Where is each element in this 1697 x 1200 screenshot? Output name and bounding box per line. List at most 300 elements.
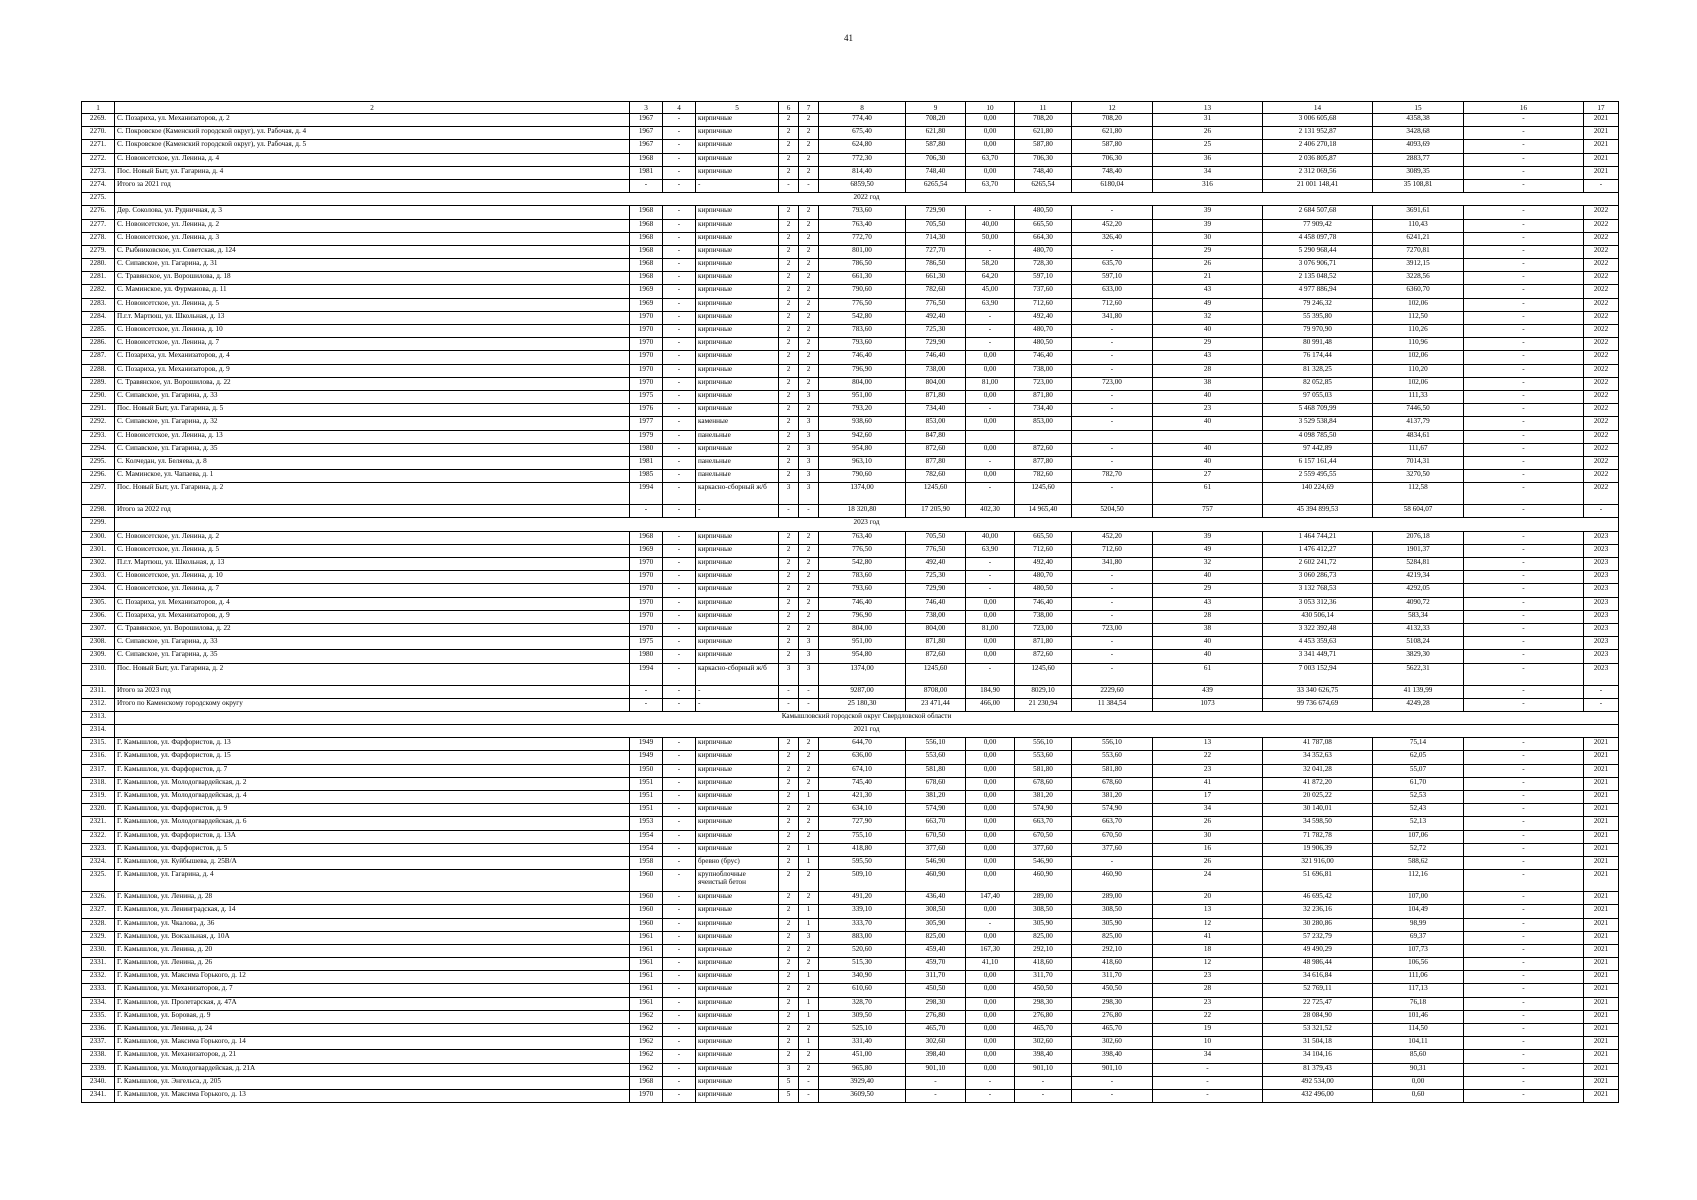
table-cell: 53 321,52 [1263,1024,1373,1037]
table-row [82,443,1619,456]
table-cell: 1979 [630,430,663,443]
address-cell: Г. Камышлов, ул. Ленина, д. 28 [115,892,630,905]
table-cell: кирпичные [696,751,779,764]
table-cell: 2 [779,764,799,777]
table-cell: 80 991,48 [1263,338,1373,351]
table-cell: 450,50 [1072,984,1153,997]
table-cell: 2023 [1584,610,1619,623]
table-cell: 2 [799,597,819,610]
table-cell: 2 [779,245,799,258]
table-cell: 81 328,25 [1263,364,1373,377]
table-cell: 2021 [1584,166,1619,179]
table-cell: 98,99 [1373,918,1464,931]
table-cell: кирпичные [696,571,779,584]
table-cell: 2 [779,637,799,650]
table-cell: 0,00 [966,984,1015,997]
table-cell: 2022 [1584,325,1619,338]
table-cell: - [1464,531,1584,544]
table-cell: - [663,298,696,311]
table-cell: 1962 [630,1024,663,1037]
table-cell: - [630,505,663,518]
table-cell: 2 [799,404,819,417]
table-cell: 1967 [630,140,663,153]
table-cell: 107,73 [1373,944,1464,957]
table-cell: 705,50 [906,219,966,232]
table-cell: 5622,31 [1373,663,1464,685]
address-cell: С. Новоисетское, ул. Ленина, д. 10 [115,325,630,338]
table-cell: - [1072,206,1153,219]
table-cell: 2 [779,232,799,245]
table-cell: 276,80 [1015,1010,1072,1023]
row-number: 2281. [82,272,115,285]
table-cell: 748,40 [1072,166,1153,179]
table-row [82,918,1619,931]
table-cell: - [663,1037,696,1050]
table-row [82,364,1619,377]
table-cell: 3 [799,931,819,944]
table-cell: - [1464,856,1584,869]
address-cell: Г. Камышлов, ул. Энгельса, д. 205 [115,1076,630,1089]
table-cell: 5 [779,1089,799,1102]
table-cell: - [966,338,1015,351]
table-cell: 2021 [1584,984,1619,997]
table-cell: 48 986,44 [1263,958,1373,971]
table-cell: 326,40 [1072,232,1153,245]
address-cell: С. Покровское (Каменский городской округ), ул. Рабочая, д. 5 [115,140,630,153]
table-cell: 0,00 [966,830,1015,843]
table-cell: - [1464,623,1584,636]
address-cell: Г. Камышлов, ул. Фарфористов, д. 9 [115,804,630,817]
row-number: 2277. [82,219,115,232]
table-cell: 755,10 [819,830,906,843]
table-cell: кирпичные [696,1063,779,1076]
table-cell: 3 [799,650,819,663]
table-cell: 3 322 392,48 [1263,623,1373,636]
header-cell: 10 [966,102,1015,114]
table-cell: кирпичные [696,140,779,153]
table-cell: каменные [696,417,779,430]
table-cell: 32 041,28 [1263,764,1373,777]
table-cell: 0,00 [966,1050,1015,1063]
table-cell: - [663,685,696,698]
table-row [82,311,1619,324]
table-cell: 2021 [1584,791,1619,804]
table-cell: 2 [799,804,819,817]
row-number: 2305. [82,597,115,610]
table-cell: 10 [1153,1037,1263,1050]
table-cell: 3 006 605,68 [1263,114,1373,127]
table-cell: 1951 [630,804,663,817]
table-cell: 492,40 [1015,558,1072,571]
row-number: 2339. [82,1063,115,1076]
table-cell: 2 [799,610,819,623]
table-cell: 0,00 [966,637,1015,650]
table-cell: - [696,179,779,192]
table-cell: 49 [1153,544,1263,557]
table-cell: 5 [779,1076,799,1089]
table-cell: 1073 [1153,698,1263,711]
table-cell: 117,13 [1373,984,1464,997]
row-number: 2279. [82,245,115,258]
table-cell: 34 104,16 [1263,1050,1373,1063]
table-cell: 71 782,78 [1263,830,1373,843]
row-number: 2336. [82,1024,115,1037]
table-cell: 79 246,32 [1263,298,1373,311]
table-cell: 621,80 [1072,127,1153,140]
row-number: 2312. [82,698,115,711]
table-cell: 786,50 [906,259,966,272]
table-cell: 1975 [630,637,663,650]
row-number: 2304. [82,584,115,597]
table-cell: 27 [1153,470,1263,483]
table-cell: - [1464,610,1584,623]
table-body [82,114,1619,1103]
address-cell: Г. Камышлов, ул. Куйбышева, д. 25В/А [115,856,630,869]
table-cell: 729,90 [906,584,966,597]
table-cell: 901,10 [906,1063,966,1076]
table-cell: 2 [799,285,819,298]
table-cell: 18 320,80 [819,505,906,518]
table-cell: 2 [779,856,799,869]
table-cell: каркасно-сборный ж/б [696,483,779,505]
table-cell: 665,50 [1015,531,1072,544]
table-cell: 708,20 [906,114,966,127]
table-cell: кирпичные [696,584,779,597]
table-row [82,259,1619,272]
table-cell: 706,30 [1072,153,1153,166]
table-cell: - [663,905,696,918]
table-cell: 298,30 [1015,997,1072,1010]
table-cell: - [1464,650,1584,663]
table-cell: кирпичные [696,351,779,364]
table-cell: 725,30 [906,571,966,584]
table-cell: 737,60 [1015,285,1072,298]
table-cell: 2022 [1584,377,1619,390]
table-cell: - [1464,364,1584,377]
table-cell: кирпичные [696,272,779,285]
table-cell: 782,60 [906,470,966,483]
table-cell: 480,50 [1015,338,1072,351]
table-cell: 20 [1153,892,1263,905]
table-cell: 2 [799,984,819,997]
table-cell: - [1464,245,1584,258]
table-cell: кирпичные [696,364,779,377]
table-cell: - [1584,179,1619,192]
table-row [82,298,1619,311]
table-cell: 40 [1153,417,1263,430]
table-cell: 22 725,47 [1263,997,1373,1010]
row-number: 2316. [82,751,115,764]
table-cell: 432 496,00 [1263,1089,1373,1102]
row-number: 2306. [82,610,115,623]
table-cell: 339,10 [819,905,906,918]
row-number: 2324. [82,856,115,869]
table-cell: кирпичные [696,390,779,403]
page-number: 41 [844,33,853,43]
row-number: 2314. [82,725,115,738]
table-cell: кирпичные [696,114,779,127]
table-cell: 3929,40 [819,1076,906,1089]
table-cell: 2023 [1584,597,1619,610]
section-title: Камышловский городской округ Свердловской области [115,711,1619,724]
table-cell: 40,00 [966,531,1015,544]
table-cell: 421,30 [819,791,906,804]
table-cell: кирпичные [696,1024,779,1037]
table-cell: 1245,60 [906,483,966,505]
table-cell: - [1464,505,1584,518]
table-cell: 3 [799,443,819,456]
table-cell: 1953 [630,817,663,830]
table-cell: 341,80 [1072,311,1153,324]
table-cell: 377,60 [1015,843,1072,856]
table-cell: кирпичные [696,1037,779,1050]
table-cell: 965,80 [819,1063,906,1076]
table-cell: 2 [779,404,799,417]
table-cell: 81 379,43 [1263,1063,1373,1076]
table-cell: - [966,1076,1015,1089]
table-cell: 0,00 [966,817,1015,830]
table-cell: 790,60 [819,285,906,298]
table-cell: - [663,830,696,843]
table-cell: кирпичные [696,311,779,324]
table-cell: 2023 [1584,584,1619,597]
table-cell: 2 [779,259,799,272]
table-cell: 302,60 [1072,1037,1153,1050]
table-cell: - [630,179,663,192]
table-cell: 2 [799,1050,819,1063]
table-cell: 0,00 [966,114,1015,127]
table-cell: 111,33 [1373,390,1464,403]
table-cell: 6241,21 [1373,232,1464,245]
header-cell: 8 [819,102,906,114]
table-cell: 1245,60 [1015,663,1072,685]
table-cell: - [1464,918,1584,931]
table-cell: - [966,663,1015,685]
table-cell: 147,40 [966,892,1015,905]
table-cell: 712,60 [1015,298,1072,311]
table-cell: 2 [779,443,799,456]
table-cell: 2 [779,140,799,153]
table-cell: - [1464,1010,1584,1023]
table-cell: 2021 [1584,1024,1619,1037]
address-cell: С. Колчедан, ул. Беляева, д. 8 [115,456,630,469]
table-cell: 1970 [630,364,663,377]
table-cell: 2 406 270,18 [1263,140,1373,153]
table-row [82,931,1619,944]
table-cell: 1 464 744,21 [1263,531,1373,544]
table-cell: - [1464,1037,1584,1050]
header-cell: 11 [1015,102,1072,114]
address-cell: Г. Камышлов, ул. Максима Горького, д. 12 [115,971,630,984]
table-cell: 1970 [630,377,663,390]
table-cell [1153,430,1263,443]
table-cell: 34 [1153,804,1263,817]
table-cell: 21 230,94 [1015,698,1072,711]
table-cell: - [1464,179,1584,192]
table-cell: 6265,54 [1015,179,1072,192]
table-cell: 1 [799,856,819,869]
table-cell: 825,00 [906,931,966,944]
address-cell: Пос. Новый Быт, ул. Гагарина, д. 2 [115,663,630,685]
table-row [82,483,1619,505]
row-number: 2335. [82,1010,115,1023]
table-cell: 4292,05 [1373,584,1464,597]
table-cell: 63,90 [966,298,1015,311]
table-cell: 3 053 312,36 [1263,597,1373,610]
row-number: 2327. [82,905,115,918]
table-cell: 774,40 [819,114,906,127]
header-cell: 16 [1464,102,1584,114]
table-cell: - [1464,685,1584,698]
table-cell: 597,10 [1072,272,1153,285]
table-cell: - [799,505,819,518]
table-cell: 2 559 495,55 [1263,470,1373,483]
table-cell: панельные [696,456,779,469]
table-cell: - [630,698,663,711]
table-cell: 1969 [630,544,663,557]
address-cell: Пос. Новый Быт, ул. Гагарина, д. 5 [115,404,630,417]
table-cell: 0,00 [966,1037,1015,1050]
section-title: 2023 год [115,518,1619,531]
table-cell: - [663,610,696,623]
table-cell: 34 [1153,1050,1263,1063]
table-cell: 292,10 [1015,944,1072,957]
table-cell: - [663,456,696,469]
table-cell: 184,90 [966,685,1015,698]
table-cell: кирпичные [696,544,779,557]
table-cell: 763,40 [819,531,906,544]
address-cell: Пос. Новый Быт, ул. Гагарина, д. 2 [115,483,630,505]
table-cell: 32 [1153,558,1263,571]
table-cell: 2021 [1584,958,1619,971]
table-cell: 2 [799,571,819,584]
table-cell: 2022 [1584,430,1619,443]
table-cell: 1968 [630,206,663,219]
table-cell: 69,37 [1373,931,1464,944]
table-cell: 40 [1153,571,1263,584]
table-cell: крупноблочные ячеистый бетон [696,870,779,892]
table-cell: 4249,28 [1373,698,1464,711]
table-row [82,804,1619,817]
table-cell: 2021 [1584,140,1619,153]
table-cell: 308,50 [1015,905,1072,918]
column-number-row [82,102,1619,114]
table-cell: 2023 [1584,650,1619,663]
table-cell: - [906,1076,966,1089]
table-cell: 553,60 [1072,751,1153,764]
table-cell: 872,60 [1015,650,1072,663]
table-cell: 2 [799,153,819,166]
table-cell: 2 [779,623,799,636]
header-cell: 4 [663,102,696,114]
table-cell: 525,10 [819,1024,906,1037]
table-row [82,777,1619,790]
table-cell: 0,00 [966,650,1015,663]
table-cell: 2 [799,1024,819,1037]
table-cell: - [799,685,819,698]
table-cell: 308,50 [1072,905,1153,918]
table-row [82,417,1619,430]
table-cell: - [779,505,799,518]
address-cell: С. Рыбниковское, ул. Советская, д. 124 [115,245,630,258]
table-cell: 734,40 [906,404,966,417]
table-cell: 81,00 [966,623,1015,636]
table-row [82,905,1619,918]
table-cell: - [1072,571,1153,584]
table-cell: 1949 [630,751,663,764]
table-cell: 0,00 [966,597,1015,610]
table-cell: 2021 [1584,870,1619,892]
table-cell: 12 [1153,918,1263,931]
table-cell: 877,80 [1015,456,1072,469]
table-cell: 465,70 [1072,1024,1153,1037]
table-cell: - [663,285,696,298]
table-cell: - [1464,843,1584,856]
table-cell: - [663,856,696,869]
table-cell: - [663,505,696,518]
address-cell: Г. Камышлов, ул. Механизаторов, д. 21 [115,1050,630,1063]
table-cell: 29 [1153,245,1263,258]
table-cell: 3 132 768,53 [1263,584,1373,597]
table-cell: - [663,804,696,817]
table-cell: - [1464,1076,1584,1089]
table-cell: 23 [1153,764,1263,777]
section-header-row [82,725,1619,738]
table-cell: кирпичные [696,1050,779,1063]
table-cell: 491,20 [819,892,906,905]
table-row [82,1024,1619,1037]
table-cell: - [663,483,696,505]
table-cell: 61,70 [1373,777,1464,790]
table-cell: 4219,34 [1373,571,1464,584]
table-row [82,1010,1619,1023]
table-cell: 3 076 906,71 [1263,259,1373,272]
table-cell: 292,10 [1072,944,1153,957]
table-cell: 954,80 [819,650,906,663]
section-header-row [82,711,1619,724]
table-cell: 574,90 [906,804,966,817]
table-row [82,505,1619,518]
table-cell: кирпичные [696,777,779,790]
table-cell: 28 084,90 [1263,1010,1373,1023]
table-cell: 4834,61 [1373,430,1464,443]
table-cell: - [1072,417,1153,430]
table-cell: 2076,18 [1373,531,1464,544]
table-cell: 2 [779,417,799,430]
table-cell: - [663,1024,696,1037]
address-cell: С. Новоисетское, ул. Ленина, д. 10 [115,571,630,584]
table-cell: 9287,00 [819,685,906,698]
table-cell: 793,20 [819,404,906,417]
table-cell: - [1464,1050,1584,1063]
table-cell: 2021 [1584,1050,1619,1063]
table-cell: 2 [799,338,819,351]
table-cell: 1970 [630,338,663,351]
table-cell: - [663,404,696,417]
table-cell: 309,50 [819,1010,906,1023]
table-cell: 1981 [630,456,663,469]
table-cell: 1954 [630,830,663,843]
table-row [82,971,1619,984]
table-row [82,817,1619,830]
table-cell: 665,50 [1015,219,1072,232]
table-cell: 2021 [1584,1063,1619,1076]
table-cell: - [663,931,696,944]
table-cell: 678,60 [1015,777,1072,790]
table-cell: 331,40 [819,1037,906,1050]
address-cell: С. Травянское, ул. Ворошилова, д. 18 [115,272,630,285]
table-cell: 553,60 [906,751,966,764]
